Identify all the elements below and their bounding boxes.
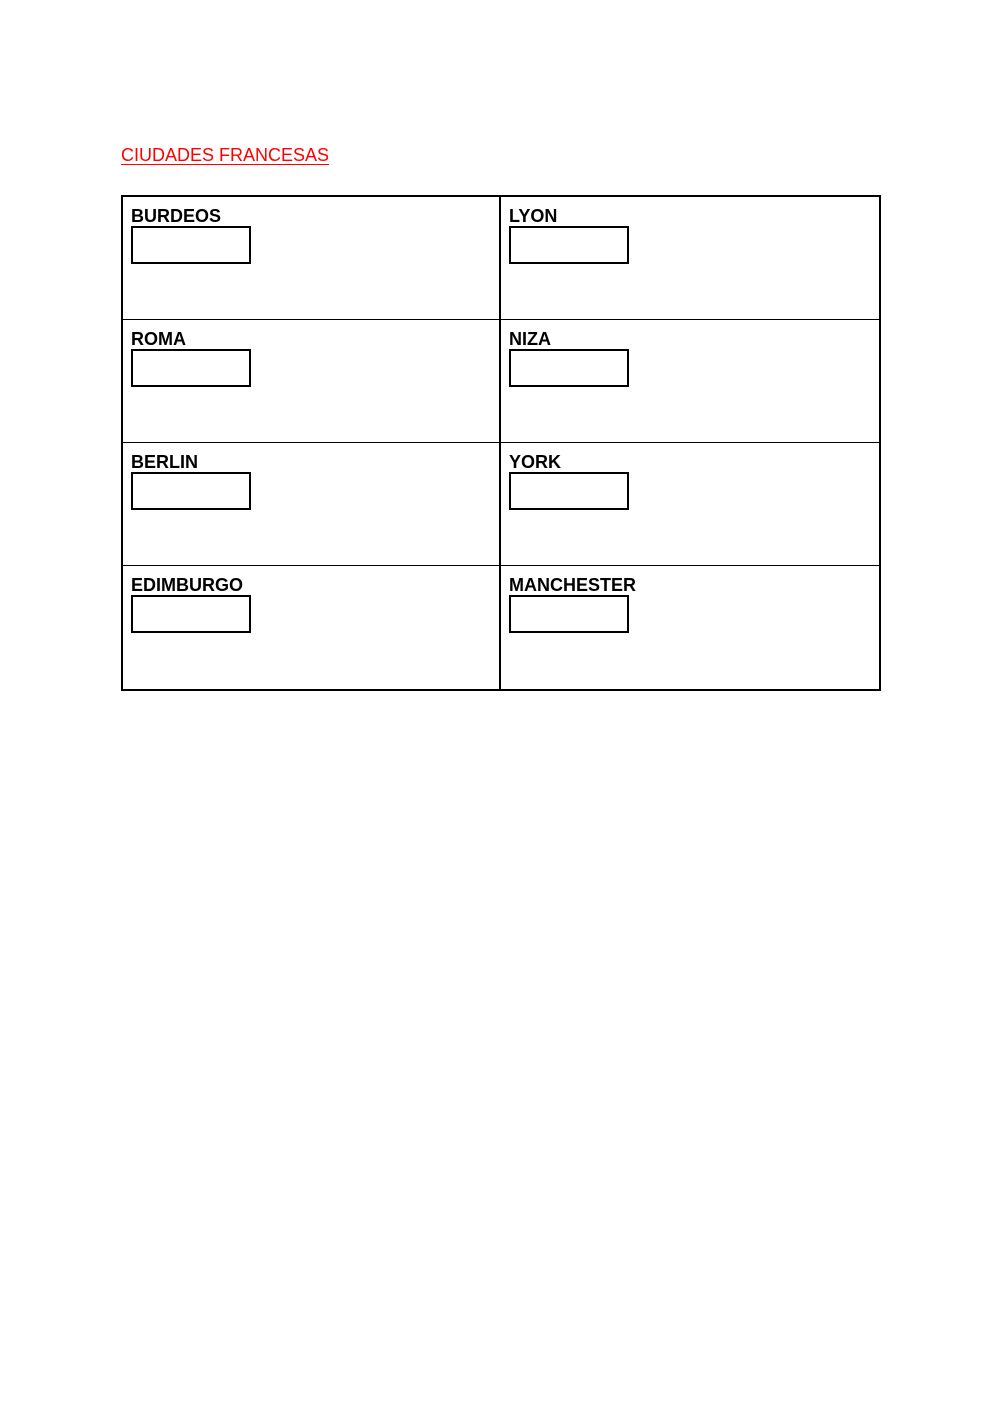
- page-title: CIUDADES FRANCESAS: [121, 145, 330, 165]
- city-cell-manchester: [501, 566, 879, 689]
- city-label-lyon: LYON: [509, 206, 558, 226]
- city-cell-burdeos: [123, 197, 501, 320]
- answer-input-roma[interactable]: [131, 349, 251, 387]
- city-cell-lyon: [501, 197, 879, 320]
- answer-input-york[interactable]: [509, 472, 629, 510]
- answer-input-manchester[interactable]: [509, 595, 629, 633]
- city-label-burdeos: BURDEOS: [131, 206, 222, 226]
- city-label-berlin: BERLIN: [131, 452, 198, 472]
- answer-input-niza[interactable]: [509, 349, 629, 387]
- city-cell-niza: [501, 320, 879, 443]
- answer-input-lyon[interactable]: [509, 226, 629, 264]
- city-label-roma: ROMA: [131, 329, 186, 349]
- city-label-manchester: MANCHESTER: [509, 575, 637, 595]
- city-cell-berlin: [123, 443, 501, 566]
- city-label-edimburgo: EDIMBURGO: [131, 575, 243, 595]
- answer-input-berlin[interactable]: [131, 472, 251, 510]
- answer-input-burdeos[interactable]: [131, 226, 251, 264]
- city-cell-roma: [123, 320, 501, 443]
- city-grid: [121, 195, 881, 691]
- answer-input-edimburgo[interactable]: [131, 595, 251, 633]
- city-label-niza: NIZA: [509, 329, 551, 349]
- city-label-york: YORK: [509, 452, 562, 472]
- city-cell-york: [501, 443, 879, 566]
- city-cell-edimburgo: [123, 566, 501, 689]
